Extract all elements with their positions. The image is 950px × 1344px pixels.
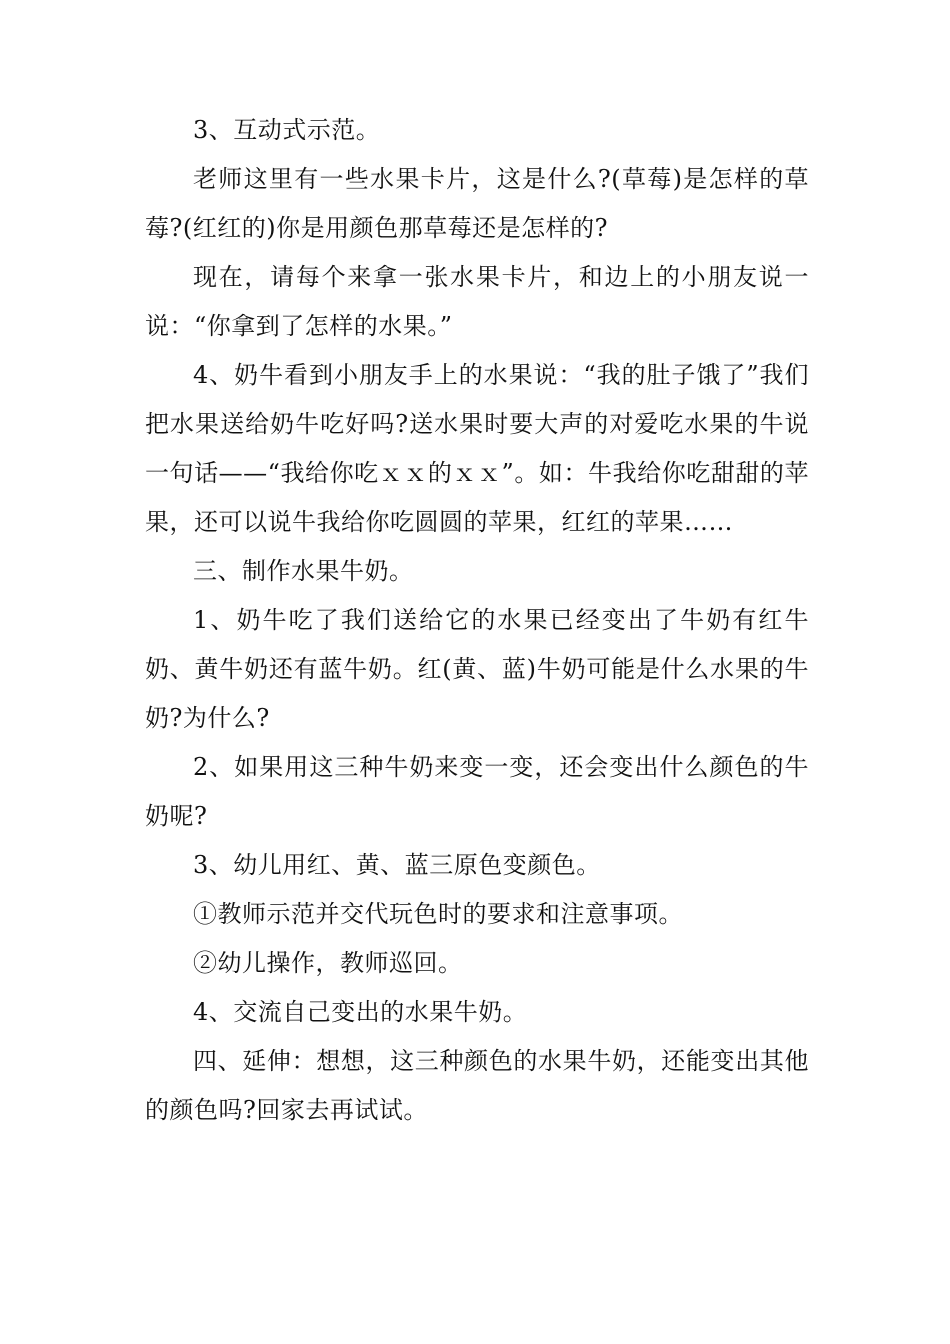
paragraph-cow-makes-milk: 1、奶牛吃了我们送给它的水果已经变出了牛奶有红牛奶、黄牛奶还有蓝牛奶。红(黄、蓝)牛奶可能是什么水果的牛奶?为什么? xyxy=(145,606,809,732)
paragraph-take-a-card: 现在，请每个来拿一张水果卡片，和边上的小朋友说一说：“你拿到了怎样的水果。” xyxy=(145,263,809,340)
paragraph-feed-the-cow: 4、奶牛看到小朋友手上的水果说：“我的肚子饿了”我们把水果送给奶牛吃好吗?送水果时要大声的对爱吃水果的牛说一句话——“我给你吃ｘｘ的ｘｘ”。如：牛我给你吃甜甜的苹果，还可以说牛我给你吃圆圆的苹果，红红的苹果…… xyxy=(145,361,809,536)
document-body xyxy=(145,106,809,1135)
paragraph-mix-milk-colors: 2、如果用这三种牛奶来变一变，还会变出什么颜色的牛奶呢? xyxy=(145,753,809,830)
paragraph-children-operate: ②幼儿操作，教师巡回。 xyxy=(193,949,463,977)
heading-make-fruit-milk: 三、制作水果牛奶。 xyxy=(193,557,414,585)
paragraph-share-results: 4、交流自己变出的水果牛奶。 xyxy=(193,998,528,1026)
paragraph-extension: 四、延伸：想想，这三种颜色的水果牛奶，还能变出其他的颜色吗?回家去再试试。 xyxy=(145,1047,809,1124)
paragraph-primary-colors: 3、幼儿用红、黄、蓝三原色变颜色。 xyxy=(193,851,601,879)
paragraph-fruit-cards-question: 老师这里有一些水果卡片，这是什么?(草莓)是怎样的草莓?(红红的)你是用颜色那草莓还是怎样的? xyxy=(145,165,809,242)
paragraph-teacher-demo: ①教师示范并交代玩色时的要求和注意事项。 xyxy=(193,900,683,928)
paragraph-section-3-interactive-demo: 3、互动式示范。 xyxy=(193,116,381,144)
